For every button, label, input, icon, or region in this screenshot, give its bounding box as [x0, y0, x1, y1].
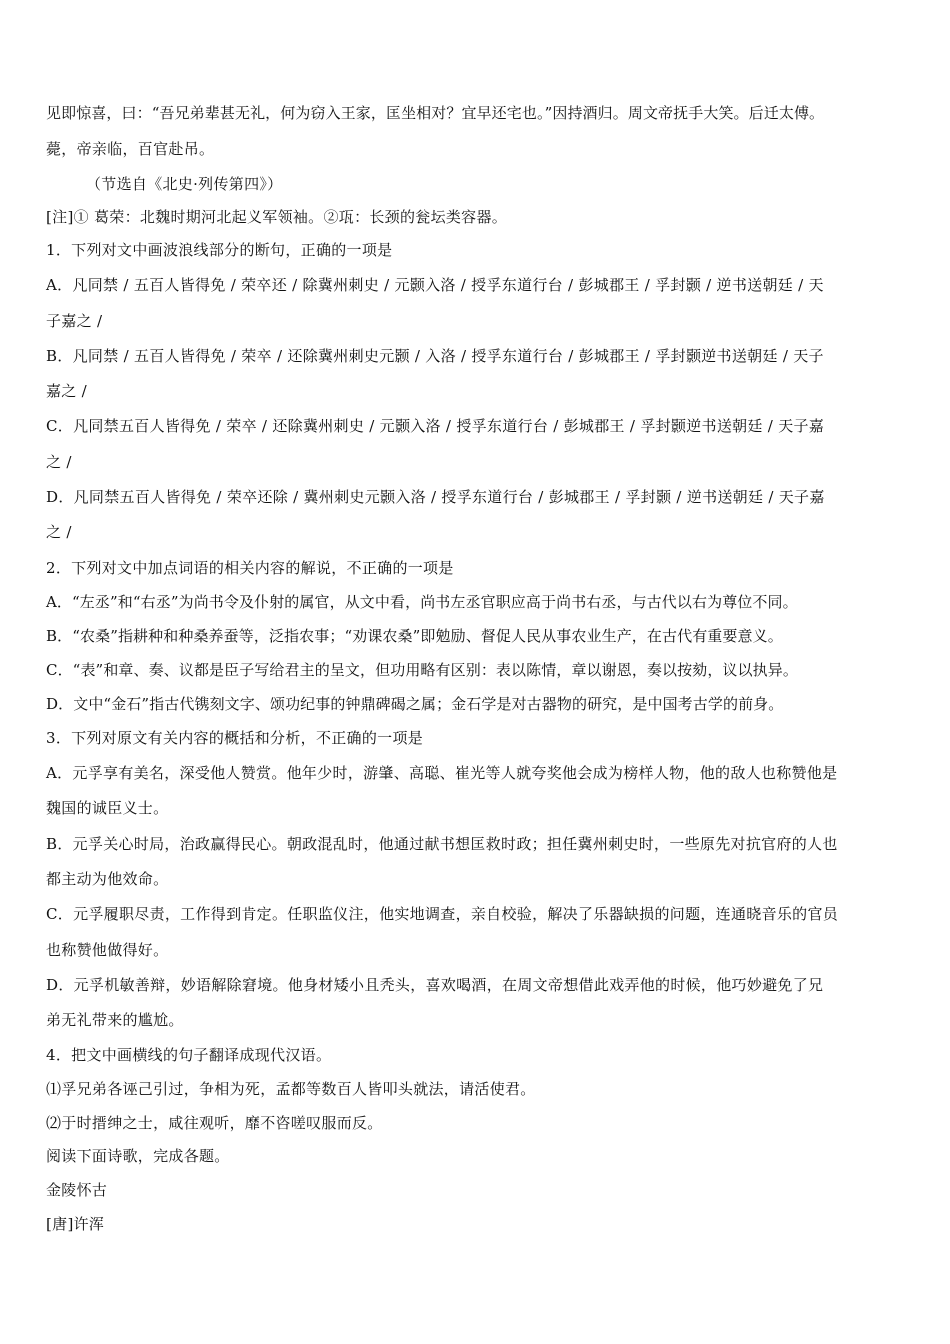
- option-c: C．元孚履职尽责，工作得到肯定。任职监仪注，他实地调查，亲自校验，解决了乐器缺损的问题，连通晓音乐的官员: [46, 905, 839, 923]
- translation-item-2: ⑵于时搢绅之士，咸往观听，靡不咨嗟叹服而反。: [46, 1114, 383, 1132]
- question-stem: 4．把文中画横线的句子翻译成现代汉语。: [46, 1046, 332, 1064]
- option-c: C．“表”和章、奏、议都是臣子写给君主的呈文，但功用略有区别：表以陈情，章以谢恩，奏以按劾，议以执异。: [46, 661, 798, 679]
- translation-item-1: ⑴孚兄弟各诬己引过，争相为死，孟都等数百人皆叩头就法，请活使君。: [46, 1080, 536, 1098]
- question-stem: 3．下列对原文有关内容的概括和分析，不正确的一项是: [46, 729, 424, 747]
- option-d: D．文中“金石”指古代镌刻文字、颂功纪事的钟鼎碑碣之属；金石学是对古器物的研究，是中国考古学的前身。: [46, 695, 784, 713]
- option-d-cont: 之 /: [46, 523, 72, 541]
- option-a-cont: 子嘉之 /: [46, 312, 103, 330]
- option-c-cont: 之 /: [46, 453, 72, 471]
- section-instruction: 阅读下面诗歌，完成各题。: [46, 1147, 230, 1165]
- passage-source: （节选自《北史·列传第四》）: [86, 175, 283, 193]
- option-a-cont: 魏国的诚臣义士。: [46, 799, 169, 817]
- passage-line: 见即惊喜，曰：“吾兄弟辈甚无礼，何为窃入王家，匡坐相对？宜早还宅也。”因持酒归。周文帝抚手大笑。后迁太傅。: [46, 104, 825, 122]
- poem-title: 金陵怀古: [46, 1181, 108, 1199]
- option-c-cont: 也称赞他做得好。: [46, 941, 169, 959]
- option-a: A．元孚享有美名，深受他人赞赏。他年少时，游肇、高聪、崔光等人就夸奖他会成为榜样人物，他的敌人也称赞他是: [46, 764, 838, 782]
- poem-author: [唐]许浑: [46, 1215, 105, 1233]
- option-b: B．“农桑”指耕种和种桑养蚕等，泛指农事；“劝课农桑”即勉励、督促人民从事农业生产，在古代有重要意义。: [46, 627, 783, 645]
- option-d: D．凡同禁五百人皆得免 / 荣卒还除 / 冀州刺史元颢入洛 / 授孚东道行台 / 彭城郡王 / 孚封颢 / 逆书送朝廷 / 天子嘉: [46, 488, 825, 506]
- option-a: A．“左丞”和“右丞”为尚书令及仆射的属官，从文中看，尚书左丞官职应高于尚书右丞，与古代以右为尊位不同。: [46, 593, 798, 611]
- annotation-note: [注]① 葛荣：北魏时期河北起义军领袖。②瓨：长颈的瓮坛类容器。: [46, 208, 508, 226]
- option-b: B．凡同禁 / 五百人皆得免 / 荣卒 / 还除冀州刺史元颢 / 入洛 / 授孚东道行台 / 彭城郡王 / 孚封颢逆书送朝廷 / 天子: [46, 347, 824, 365]
- option-b-cont: 嘉之 /: [46, 382, 88, 400]
- question-stem: 2．下列对文中加点词语的相关内容的解说，不正确的一项是: [46, 559, 454, 577]
- option-c: C．凡同禁五百人皆得免 / 荣卒 / 还除冀州刺史 / 元颢入洛 / 授孚东道行台 / 彭城郡王 / 孚封颢逆书送朝廷 / 天子嘉: [46, 417, 825, 435]
- passage-line: 薨，帝亲临，百官赴吊。: [46, 140, 215, 158]
- option-d: D．元孚机敏善辩，妙语解除窘境。他身材矮小且秃头，喜欢喝酒，在周文帝想借此戏弄他的时候，他巧妙避免了兄: [46, 976, 824, 994]
- option-b: B．元孚关心时局，治政赢得民心。朝政混乱时，他通过献书想匡救时政；担任冀州刺史时，一些原先对抗官府的人也: [46, 835, 838, 853]
- question-stem: 1．下列对文中画波浪线部分的断句，正确的一项是: [46, 241, 393, 259]
- option-d-cont: 弟无礼带来的尴尬。: [46, 1011, 184, 1029]
- option-b-cont: 都主动为他效命。: [46, 870, 169, 888]
- option-a: A．凡同禁 / 五百人皆得免 / 荣卒还 / 除冀州刺史 / 元颢入洛 / 授孚东道行台 / 彭城郡王 / 孚封颢 / 逆书送朝廷 / 天: [46, 276, 824, 294]
